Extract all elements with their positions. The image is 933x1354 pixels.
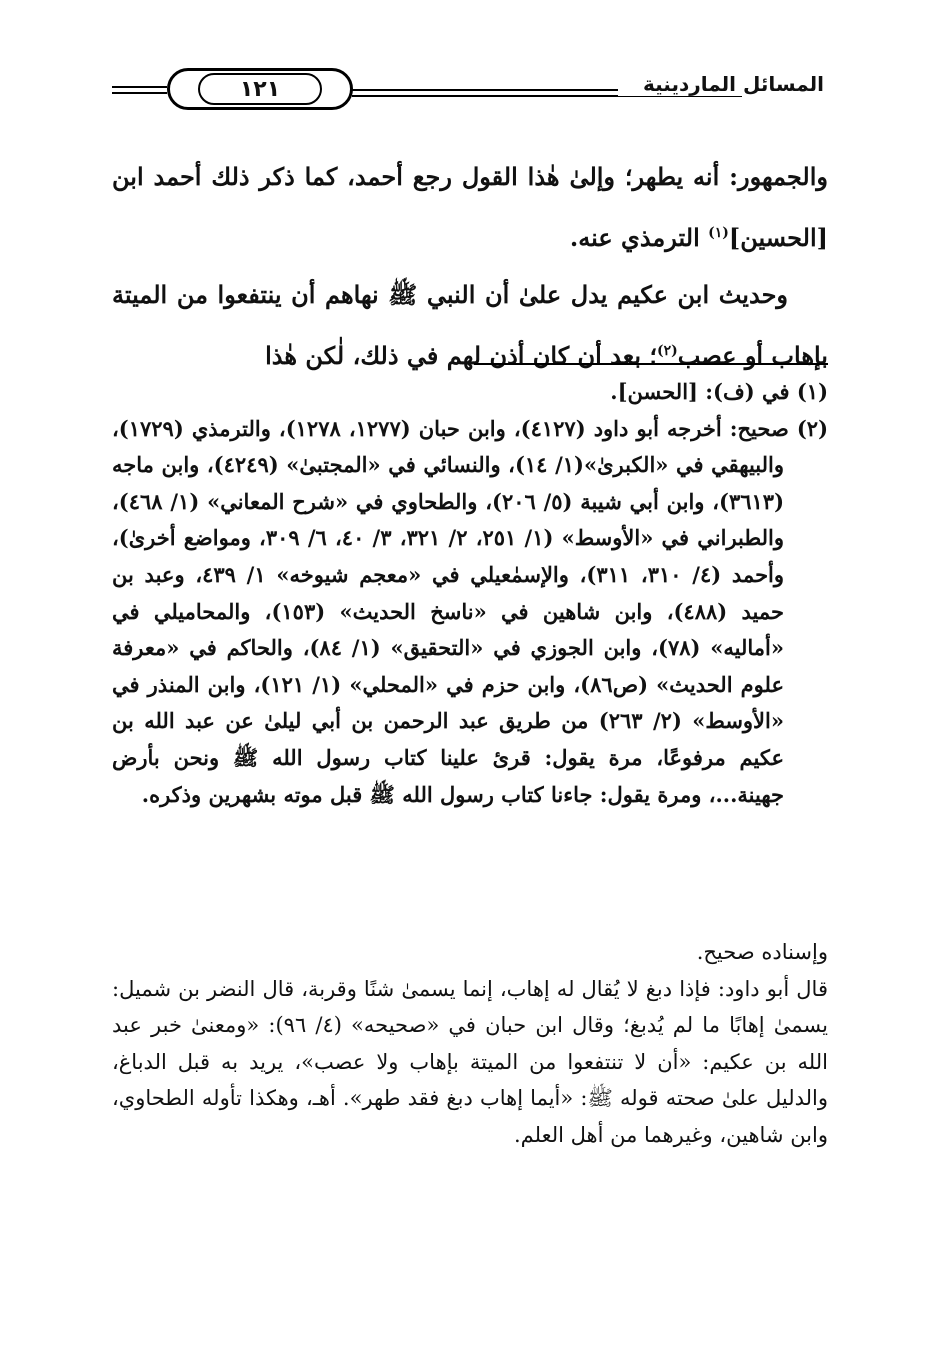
running-title: المسائل الماردينية <box>618 72 824 96</box>
isnad-note: وإسناده صحيح. <box>696 940 828 964</box>
page-header <box>112 68 824 114</box>
paragraph-text: والجمهور: أنه يطهر؛ وإلىٰ هٰذا القول رجع أحمد، كما ذكر ذلك أحمد ابن [الحسين] <box>112 162 828 252</box>
paragraph <box>112 148 828 266</box>
header-rule <box>112 92 167 94</box>
header-rule <box>112 86 167 88</box>
footnote-ref: (١) <box>708 225 729 241</box>
footnotes <box>112 374 828 813</box>
footnote-1: (١) في (ف): [الحسن]. <box>610 379 828 404</box>
page-number: ١٢١ <box>198 73 322 105</box>
paragraph-text: ؛ بعد أن كان أذن لهم في ذلك، لٰكن هٰذا <box>265 341 657 370</box>
footnote-separator <box>474 363 828 365</box>
paragraph-text: الترمذي عنه. <box>569 223 709 252</box>
paragraph <box>112 266 828 384</box>
abu-dawud-note: قال أبو داود: فإذا دبغ لا يُقال له إهاب، إنما يسمىٰ شنًا وقربة، قال النضر بن شميل: يسمىٰ إهابًا ما لم يُدبغ؛ وقال ابن حبان في «صحيحه» (٤/ ٩٦): «ومعنىٰ خبر عبد الله بن عكيم: «أن لا تنتفعوا من الميتة بإهاب ولا عصب»، يريد به قبل الدباغ، والدليل علىٰ صحته قوله ﷺ: «أيما إهاب دبغ فقد طهر». أهـ، وهكذا تأوله الطحاوي، وابن شاهين، وغيرهما من أهل العلم. <box>112 976 828 1147</box>
footnote-2: (٢) صحيح: أخرجه أبو داود (٤١٢٧)، وابن حبان (١٢٧٧، ١٢٧٨)، والترمذي (١٧٢٩)، والبيهقي في «الكبرىٰ»(١/ ١٤)، والنسائي في «المجتبىٰ» (٤٢٤٩)، وابن ماجه (٣٦١٣)، وابن أبي شيبة (٥/ ٢٠٦)، والطحاوي في «شرح المعاني» (١/ ٤٦٨)، والطبراني في «الأوسط» (١/ ٢٥١، ٢/ ٣٢١، ٣/ ٤٠، ٦/ ٣٠٩، ومواضع أخرىٰ)، وأحمد (٤/ ٣١٠، ٣١١)، والإسمٰعيلي في «معجم شيوخه» ١/ ٤٣٩، وعبد بن حميد (٤٨٨)، وابن شاهين في «ناسخ الحديث» (١٥٣)، والمحاميلي في «أماليه» (٧٨)، وابن الجوزي في «التحقيق» (١/ ٨٤)، والحاكم في «معرفة علوم الحديث» (ص٨٦)، وابن حزم في «المحلي» (١/ ١٢١)، وابن المنذر في «الأوسط» (٢/ ٢٦٣) من طريق عبد الرحمن بن أبي ليلىٰ عن عبد الله بن عكيم مرفوعًا، مرة يقول: قرئ علينا كتاب رسول الله ﷺ ونحن بأرض جهينة...، ومرة يقول: جاءنا كتاب رسول الله ﷺ قبل موته بشهرين وذكره. <box>112 415 829 807</box>
footnote-ref: (٢) <box>656 343 678 359</box>
main-text <box>112 148 828 384</box>
footnote-continuation <box>112 934 828 1154</box>
paragraph-text: وحديث ابن عكيم يدل علىٰ أن النبي ﷺ نهاهم أن ينتفعوا من الميتة بإهاب أو عصب <box>112 280 828 370</box>
page-number-frame <box>167 68 353 110</box>
